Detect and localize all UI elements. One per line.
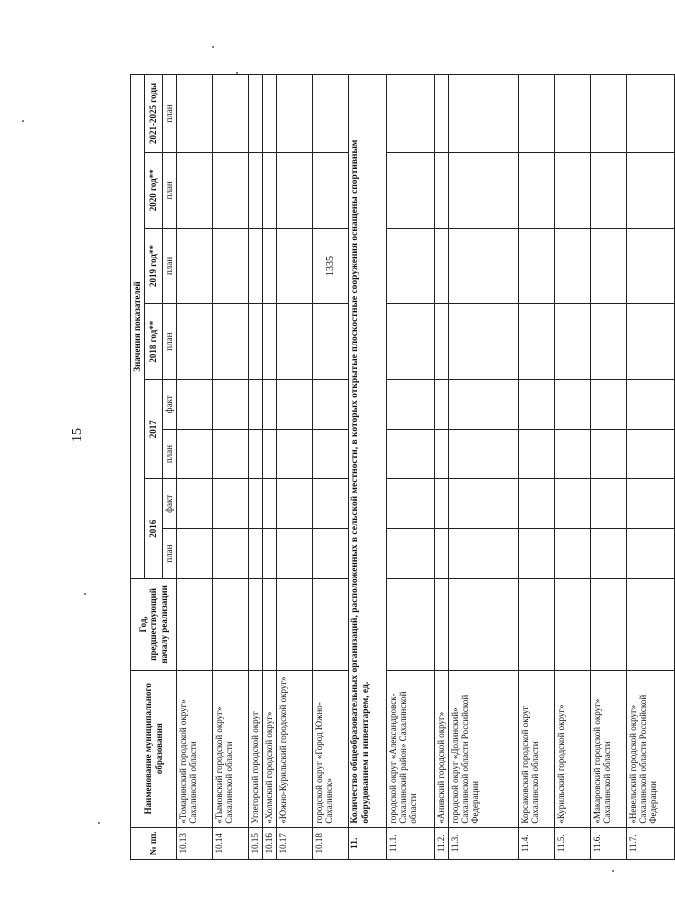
table-row: [313, 75, 349, 860]
row-number: 11.6.: [591, 827, 627, 859]
row-number: 10.15: [249, 827, 263, 859]
value-2019: [277, 228, 313, 304]
row-number: 10.14: [213, 827, 249, 859]
municipality-name: «Анивский городской округ»: [435, 670, 449, 827]
value-2019: [213, 228, 249, 304]
page-number: 15: [70, 428, 85, 442]
header-year-2018: 2018 год**: [145, 304, 163, 380]
municipality-name: «Невельский городской округ» Сахалинской области Российской Федерации: [627, 670, 675, 827]
indicators-table: [130, 74, 675, 860]
value-2019: [263, 228, 277, 304]
table-row: [249, 75, 263, 860]
row-number: 10.16: [263, 827, 277, 859]
table-row: [555, 75, 591, 860]
scan-speck: [612, 870, 614, 872]
header-plan: план: [163, 529, 177, 579]
row-number: 10.18: [313, 827, 349, 859]
municipality-name: «Макаровский городской округ» Сахалинской области: [591, 670, 627, 827]
header-fact: факт: [163, 379, 177, 429]
table-row: [177, 75, 213, 860]
header-plan: план: [163, 228, 177, 304]
header-plan: план: [163, 152, 177, 228]
section-row: [349, 75, 387, 860]
municipality-name: городской округ «Александровск-Сахалинский район» Сахалинской области: [387, 670, 435, 827]
table-row: [449, 75, 519, 860]
section-title: Количество общеобразовательных организаций, расположенных в сельской местности, в которых открытые плоскостные сооружения оснащены спортивным оборудованием и инвентарем, ед.: [349, 75, 387, 828]
header-prev-year: Год, предшествующий началу реализации: [131, 578, 177, 670]
table-row: [387, 75, 435, 860]
header-plan: план: [163, 75, 177, 153]
municipality-name: Корсаковский городской округ Сахалинской области: [519, 670, 555, 827]
scan-speck: [212, 46, 214, 48]
table-row: [277, 75, 313, 860]
row-number: 10.17: [277, 827, 313, 859]
header-plan: план: [163, 429, 177, 479]
municipality-name: Углегорский городской округ: [249, 670, 263, 827]
value-2019: [177, 228, 213, 304]
value-2019: [249, 228, 263, 304]
table-row: [591, 75, 627, 860]
table-row: [263, 75, 277, 860]
header-no: № пп.: [131, 827, 177, 859]
row-number: 11.5.: [555, 827, 591, 859]
value-2019: 1335: [313, 228, 349, 304]
scan-speck: [84, 593, 86, 595]
header-year-2016: 2016: [145, 479, 163, 578]
scan-speck: [22, 120, 24, 122]
scan-speck: [236, 72, 238, 74]
row-number: 11.1.: [387, 827, 435, 859]
table-row: [435, 75, 449, 860]
municipality-name: «Курильский городской округ»: [555, 670, 591, 827]
municipality-name: городской округ «Город Южно-Сахалинск»: [313, 670, 349, 827]
header-year-2021-2025: 2021-2025 годы: [145, 75, 163, 153]
header-year-2020: 2020 год**: [145, 152, 163, 228]
row-number: 10.13: [177, 827, 213, 859]
municipality-name: «Тымовский городской округ» Сахалинской области: [213, 670, 249, 827]
row-number: 11.2.: [435, 827, 449, 859]
scan-speck: [98, 822, 100, 824]
municipality-name: «Томаринский городской округ» Сахалинской области: [177, 670, 213, 827]
header-plan: план: [163, 304, 177, 380]
header-fact: факт: [163, 479, 177, 529]
rotated-table-wrapper: [130, 74, 659, 860]
municipality-name: «Холмский городской округ»: [263, 670, 277, 827]
header-year-2017: 2017: [145, 379, 163, 478]
header-values-group: Значения показателей: [131, 75, 145, 579]
table-row: [213, 75, 249, 860]
row-number: 11.7.: [627, 827, 675, 859]
municipality-name: городской округ «Долинский» Сахалинской области Российской Федерации: [449, 670, 519, 827]
section-number: 11.: [349, 827, 387, 859]
header-name: Наименование муниципального образования: [131, 670, 177, 827]
municipality-name: «Южно-Курильский городской округ»: [277, 670, 313, 827]
header-year-2019: 2019 год**: [145, 228, 163, 304]
row-number: 11.3.: [449, 827, 519, 859]
table-row: [627, 75, 675, 860]
table-row: [519, 75, 555, 860]
row-number: 11.4.: [519, 827, 555, 859]
